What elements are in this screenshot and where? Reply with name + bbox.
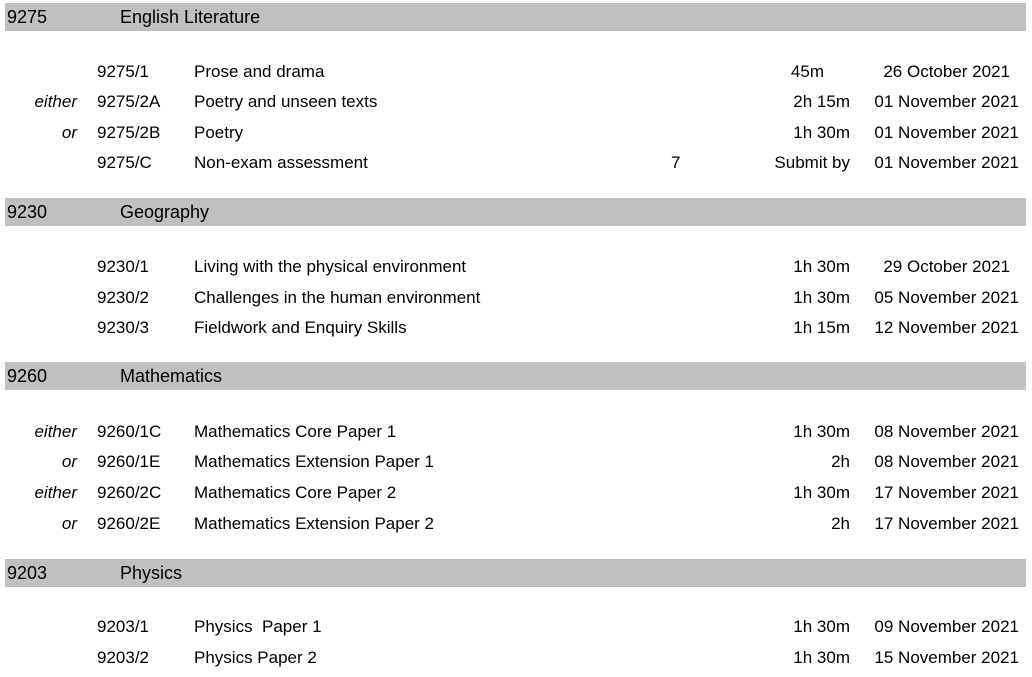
paper-date: 01 November 2021 [874,153,1019,172]
paper-code: 9275/2A [97,92,161,111]
option-label: or [61,123,77,142]
paper-duration: 1h 30m [793,288,850,307]
paper-name: Poetry and unseen texts [194,92,378,111]
paper-extra-value: 7 [671,153,681,172]
section-header-mathematics [5,362,1026,390]
paper-date: 26 October 2021 [883,62,1010,81]
paper-code: 9275/2B [97,123,161,142]
paper-code: 9203/1 [97,617,149,636]
table-row [0,256,1032,278]
paper-name: Living with the physical environment [194,257,467,276]
paper-date: 05 November 2021 [874,288,1019,307]
paper-code: 9260/1C [97,422,162,441]
subject-title: Geography [120,202,210,222]
option-label: either [34,92,77,111]
table-row [0,647,1032,669]
option-label: or [61,514,77,533]
paper-name: Physics Paper 1 [194,617,322,636]
table-row [0,482,1032,504]
table-row [0,122,1032,144]
paper-name: Mathematics Core Paper 1 [194,422,397,441]
paper-code: 9203/2 [97,648,149,667]
paper-date: 01 November 2021 [874,123,1019,142]
subject-title: Physics [120,563,183,583]
paper-name: Prose and drama [194,62,325,81]
paper-duration: 2h 15m [793,92,850,111]
table-row [0,513,1032,535]
table-row [0,451,1032,473]
paper-name: Challenges in the human environment [194,288,481,307]
section-header-english-literature [5,3,1026,31]
paper-duration: 1h 30m [793,257,850,276]
paper-name: Physics Paper 2 [194,648,317,667]
paper-duration: 2h [831,452,850,471]
paper-code: 9275/1 [97,62,149,81]
paper-duration: 1h 15m [793,318,850,337]
paper-name: Fieldwork and Enquiry Skills [194,318,407,337]
table-row [0,61,1032,83]
subject-code: 9230 [7,202,48,222]
paper-code: 9230/3 [97,318,149,337]
paper-code: 9230/2 [97,288,149,307]
paper-date: 12 November 2021 [874,318,1019,337]
paper-duration: 45m [790,62,824,81]
paper-code: 9260/1E [97,452,161,471]
paper-duration: 1h 30m [793,123,850,142]
table-row [0,152,1032,174]
table-row [0,317,1032,339]
paper-code: 9260/2E [97,514,161,533]
paper-date: 08 November 2021 [874,422,1019,441]
option-label: either [34,483,77,502]
paper-duration: 1h 30m [793,422,850,441]
paper-duration: 2h [831,514,850,533]
paper-code: 9275/C [97,153,152,172]
subject-title: Mathematics [120,366,223,386]
paper-name: Poetry [194,123,244,142]
table-row [0,287,1032,309]
subject-title: English Literature [120,7,261,27]
paper-date: 17 November 2021 [874,514,1019,533]
paper-duration: Submit by [774,153,850,172]
paper-date: 17 November 2021 [874,483,1019,502]
table-row [0,616,1032,638]
subject-code: 9203 [7,563,48,583]
paper-date: 15 November 2021 [874,648,1019,667]
paper-code: 9260/2C [97,483,162,502]
paper-name: Mathematics Core Paper 2 [194,483,397,502]
table-row [0,421,1032,443]
paper-name: Mathematics Extension Paper 2 [194,514,435,533]
option-label: either [34,422,77,441]
paper-duration: 1h 30m [793,617,850,636]
paper-duration: 1h 30m [793,483,850,502]
section-header-physics [5,559,1026,587]
paper-date: 08 November 2021 [874,452,1019,471]
paper-code: 9230/1 [97,257,149,276]
paper-date: 09 November 2021 [874,617,1019,636]
table-row [0,91,1032,113]
paper-date: 29 October 2021 [883,257,1010,276]
section-header-geography [5,198,1026,226]
paper-date: 01 November 2021 [874,92,1019,111]
option-label: or [61,452,77,471]
paper-duration: 1h 30m [793,648,850,667]
paper-name: Mathematics Extension Paper 1 [194,452,435,471]
subject-code: 9275 [7,7,48,27]
subject-code: 9260 [7,366,48,386]
paper-name: Non-exam assessment [194,153,368,172]
